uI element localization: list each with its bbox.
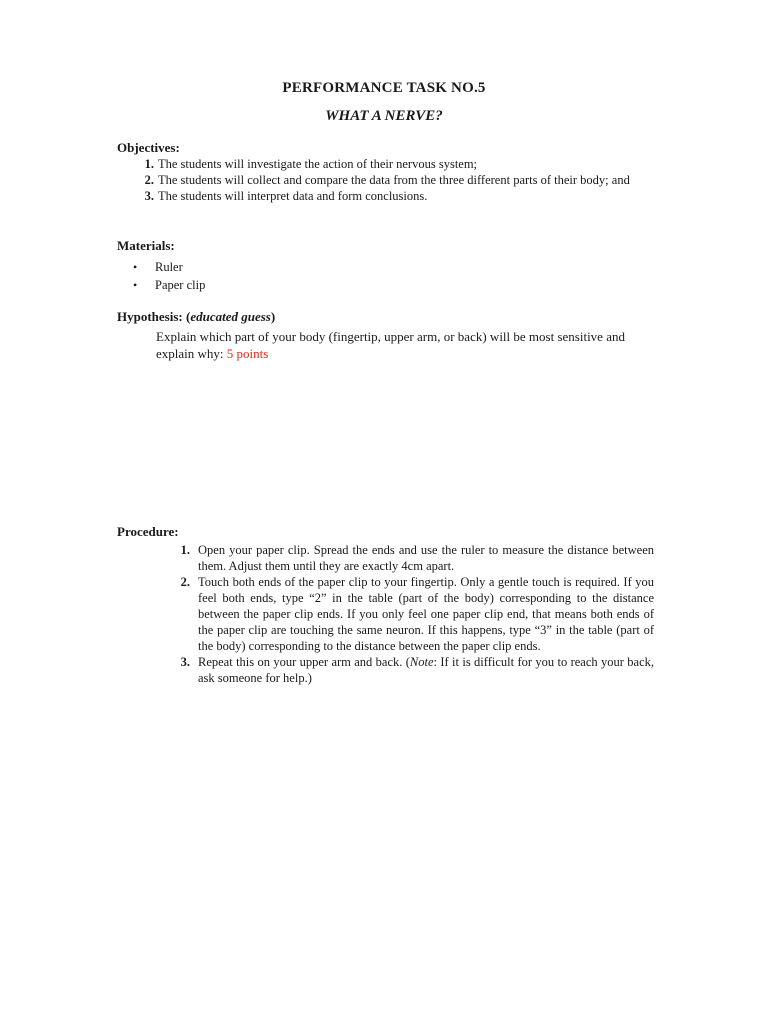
objective-item bbox=[136, 156, 636, 172]
note-label: Note bbox=[409, 655, 434, 669]
procedure-text: Repeat this on your upper arm and back. (Note: If it is difficult for you to reach your back, ask someone for help.) bbox=[198, 655, 654, 685]
objective-text: The students will interpret data and form conclusions. bbox=[158, 189, 428, 203]
material-text: Ruler bbox=[155, 260, 183, 274]
procedure-step bbox=[176, 574, 654, 654]
materials-heading: Materials: bbox=[117, 238, 175, 253]
material-text: Paper clip bbox=[155, 278, 206, 292]
hypothesis-heading: Hypothesis: (educated guess) bbox=[117, 309, 276, 324]
objective-item bbox=[136, 172, 636, 188]
material-item bbox=[133, 258, 205, 276]
hypothesis-prompt: Explain which part of your body (fingertip, upper arm, or back) will be most sensitive and explain why: 5 points bbox=[156, 329, 625, 361]
objective-number: 3. bbox=[144, 189, 154, 203]
procedure-text: Open your paper clip. Spread the ends and use the ruler to measure the distance between them. Adjust them until they are exactly 4cm apart. bbox=[198, 543, 654, 573]
document-title: PERFORMANCE TASK NO.5 bbox=[282, 80, 486, 96]
material-item bbox=[133, 276, 205, 294]
materials-list bbox=[133, 258, 205, 294]
procedure-step bbox=[176, 542, 654, 574]
procedure-number: 2. bbox=[180, 575, 190, 589]
hypothesis-heading-emphasis: educated guess bbox=[190, 309, 271, 324]
bullet-icon: • bbox=[133, 278, 138, 292]
document-subtitle: WHAT A NERVE? bbox=[325, 108, 443, 124]
objectives-list bbox=[136, 156, 636, 204]
objective-text: The students will investigate the action of their nervous system; bbox=[158, 157, 478, 171]
bullet-icon: • bbox=[133, 260, 138, 274]
procedure-text: Touch both ends of the paper clip to your fingertip. Only a gentle touch is required. If you feel both ends, type “2” in the table (part of the body) corresponding to the distance between the paper clip ends. If you only feel one paper clip end, that means both ends of the paper clip are touching the same neuron. If this happens, type “3” in the table (part of the body) corresponding to the distance between the paper clip ends. bbox=[198, 575, 654, 653]
procedure-number: 1. bbox=[180, 543, 190, 557]
objective-number: 2. bbox=[144, 173, 154, 187]
objective-text: The students will collect and compare the data from the three different parts of their body; and bbox=[158, 173, 630, 187]
procedure-list bbox=[176, 542, 654, 686]
objective-number: 1. bbox=[144, 157, 154, 171]
procedure-number: 3. bbox=[180, 655, 190, 669]
points-label: 5 points bbox=[226, 346, 269, 361]
procedure-heading: Procedure: bbox=[117, 524, 179, 539]
objective-item bbox=[136, 188, 636, 204]
objectives-heading: Objectives: bbox=[117, 140, 180, 155]
procedure-step bbox=[176, 654, 654, 686]
